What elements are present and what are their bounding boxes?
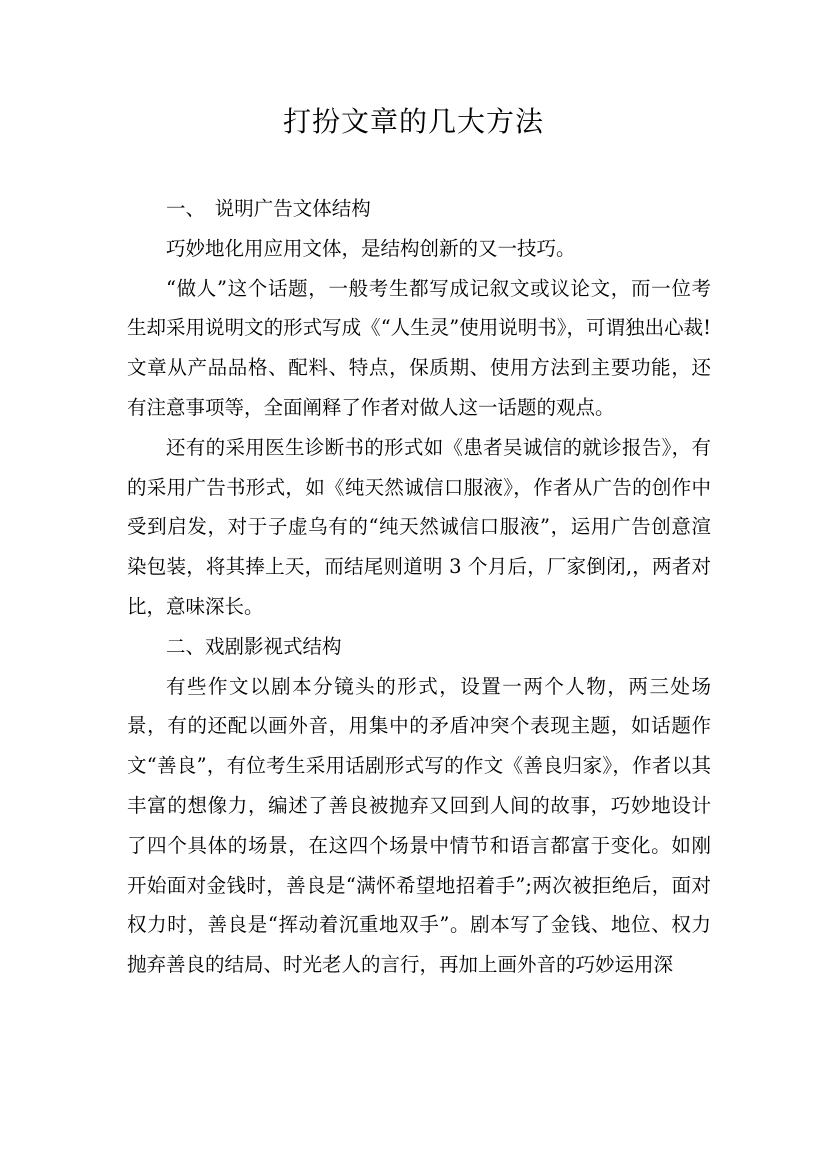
document-body — [127, 189, 711, 985]
paragraph-2: “做人”这个话题，一般考生都写成记叙文或议论文，而一位考生却采用说明文的形式写成《“人生灵”使用说明书》，可谓独出心裁!文章从产品品格、配料、特点，保质期、使用方法到主要功能，还有注意事项等，全面阐释了作者对做人这一话题的观点。 — [127, 276, 711, 419]
paragraph-4: 有些作文以剧本分镜头的形式，设置一两个人物，两三处场景，有的还配以画外音，用集中的矛盾冲突个表现主题，如话题作文“善良”，有位考生采用话剧形式写的作文《善良归家》，作者以其丰富的想像力，编述了善良被抛弃又回到人间的故事，巧妙地设计了四个具体的场景，在这四个场景中情节和语言都富于变化。如刚开始面对金钱时，善良是“满怀希望地招着手”;两次被拒绝后，面对权力时，善良是“挥动着沉重地双手”。剧本写了金钱、地位、权力抛弃善良的结局、时光老人的言行，再加上画外音的巧妙运用深 — [127, 674, 711, 977]
section-heading-2: 二、戏剧影视式结构 — [166, 634, 342, 658]
section-heading-1: 一、 说明广告文体结构 — [166, 197, 371, 220]
paragraph-3: 还有的采用医生诊断书的形式如《患者吴诚信的就诊报告》，有的采用广告书形式，如《纯天然诚信口服液》，作者从广告的创作中受到启发，对于子虚乌有的“纯天然诚信口服液”，运用广告创意渲染包装，将其捧上天，而结尾则道明 3 个月后，厂家倒闭,，两者对比，意味深长。 — [127, 435, 711, 618]
paragraph-1: 巧妙地化用应用文体，是结构创新的又一技巧。 — [166, 236, 576, 260]
document-title: 打扮文章的几大方法 — [282, 105, 544, 138]
